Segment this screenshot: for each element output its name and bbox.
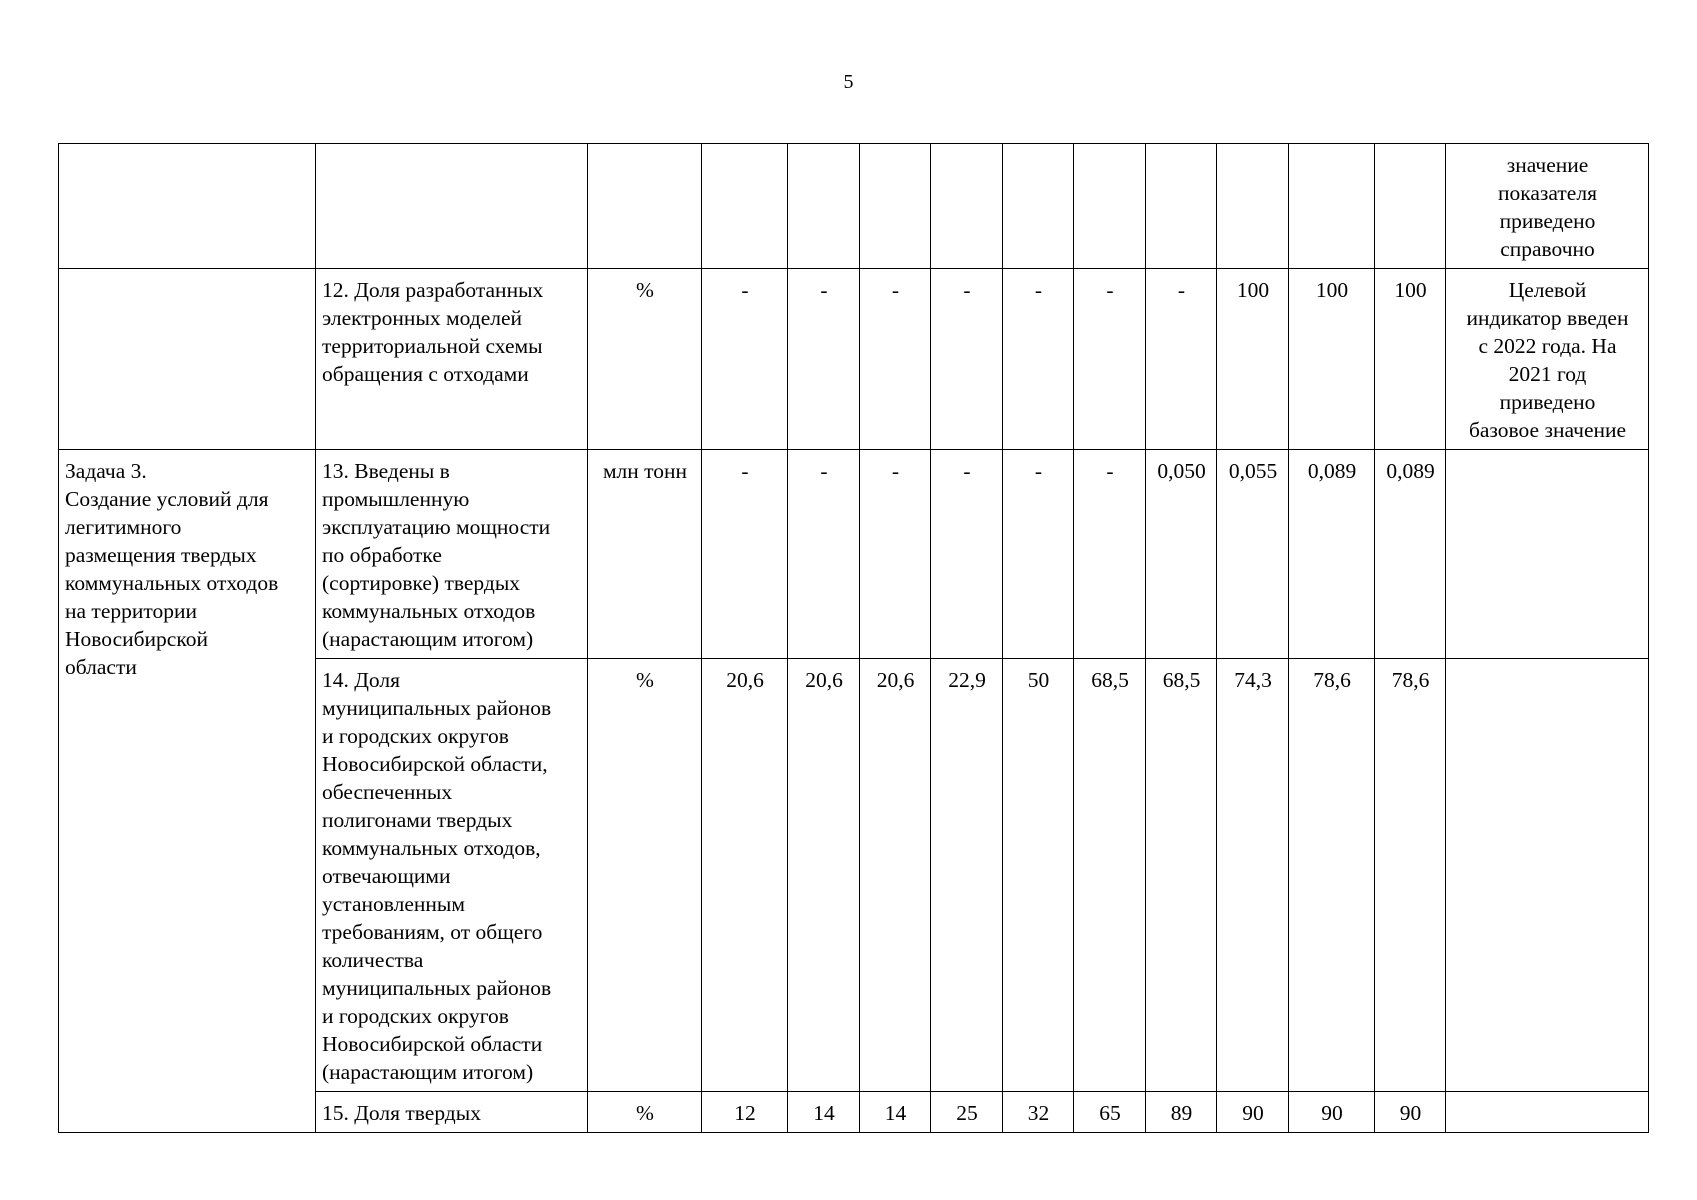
task-cell-empty xyxy=(59,269,316,450)
value-cell: - xyxy=(931,450,1003,659)
value-cell xyxy=(931,144,1003,269)
value-cell: - xyxy=(931,269,1003,450)
value-cell xyxy=(1375,144,1446,269)
value-cell: - xyxy=(1146,269,1217,450)
value-cell: 100 xyxy=(1289,269,1375,450)
value-cell: 25 xyxy=(931,1092,1003,1133)
value-cell: 22,9 xyxy=(931,659,1003,1092)
value-cell: - xyxy=(788,269,860,450)
value-cell: 20,6 xyxy=(860,659,931,1092)
task-cell: Задача 3. Создание условий для легитимного размещения твердых коммунальных отходов на территории Новосибирской области xyxy=(59,450,316,1133)
unit-cell: % xyxy=(588,1092,702,1133)
note-cell xyxy=(1446,450,1649,659)
value-cell: 90 xyxy=(1375,1092,1446,1133)
value-cell: 12 xyxy=(702,1092,788,1133)
value-cell xyxy=(1074,144,1146,269)
table-row xyxy=(59,450,1649,659)
value-cell: - xyxy=(1003,269,1074,450)
value-cell: 0,050 xyxy=(1146,450,1217,659)
indicator-cell xyxy=(316,144,588,269)
indicator-cell: 14. Доля муниципальных районов и городских округов Новосибирской области, обеспеченных полигонами твердых коммунальных отходов, отвечающими установленным требованиям, от общего количества муниципальных районов и городских округов Новосибирской области (нарастающим итогом) xyxy=(316,659,588,1092)
value-cell: 0,089 xyxy=(1289,450,1375,659)
value-cell: - xyxy=(702,269,788,450)
value-cell: 50 xyxy=(1003,659,1074,1092)
page-number: 5 xyxy=(843,71,854,93)
value-cell: 100 xyxy=(1217,269,1289,450)
unit-cell: % xyxy=(588,269,702,450)
note-cell: Целевой индикатор введен с 2022 года. На 2021 год приведено базовое значение xyxy=(1446,269,1649,450)
note-cell xyxy=(1446,1092,1649,1133)
value-cell: 20,6 xyxy=(702,659,788,1092)
indicator-cell: 12. Доля разработанных электронных моделей территориальной схемы обращения с отходами xyxy=(316,269,588,450)
value-cell xyxy=(1217,144,1289,269)
value-cell: 90 xyxy=(1217,1092,1289,1133)
value-cell: 89 xyxy=(1146,1092,1217,1133)
note-cell: значение показателя приведено справочно xyxy=(1446,144,1649,269)
value-cell: 68,5 xyxy=(1074,659,1146,1092)
value-cell: 32 xyxy=(1003,1092,1074,1133)
value-cell: 90 xyxy=(1289,1092,1375,1133)
indicator-cell: 13. Введены в промышленную эксплуатацию мощности по обработке (сортировке) твердых коммунальных отходов (нарастающим итогом) xyxy=(316,450,588,659)
value-cell xyxy=(860,144,931,269)
unit-cell: % xyxy=(588,659,702,1092)
value-cell: 0,089 xyxy=(1375,450,1446,659)
value-cell: 78,6 xyxy=(1375,659,1446,1092)
indicators-table xyxy=(58,143,1649,1133)
value-cell: - xyxy=(1003,450,1074,659)
unit-cell xyxy=(588,144,702,269)
value-cell: 100 xyxy=(1375,269,1446,450)
value-cell: - xyxy=(860,450,931,659)
task-cell-empty xyxy=(59,144,316,269)
value-cell: - xyxy=(702,450,788,659)
unit-cell: млн тонн xyxy=(588,450,702,659)
value-cell xyxy=(1289,144,1375,269)
table-row xyxy=(59,269,1649,450)
note-cell xyxy=(1446,659,1649,1092)
value-cell: 65 xyxy=(1074,1092,1146,1133)
value-cell: 74,3 xyxy=(1217,659,1289,1092)
value-cell: - xyxy=(788,450,860,659)
value-cell xyxy=(1003,144,1074,269)
indicator-cell: 15. Доля твердых xyxy=(316,1092,588,1133)
value-cell: 78,6 xyxy=(1289,659,1375,1092)
value-cell: 20,6 xyxy=(788,659,860,1092)
value-cell xyxy=(702,144,788,269)
value-cell xyxy=(1146,144,1217,269)
table-row xyxy=(59,144,1649,269)
value-cell: 0,055 xyxy=(1217,450,1289,659)
value-cell: 68,5 xyxy=(1146,659,1217,1092)
value-cell: - xyxy=(1074,450,1146,659)
value-cell xyxy=(788,144,860,269)
value-cell: 14 xyxy=(860,1092,931,1133)
value-cell: - xyxy=(860,269,931,450)
value-cell: - xyxy=(1074,269,1146,450)
value-cell: 14 xyxy=(788,1092,860,1133)
